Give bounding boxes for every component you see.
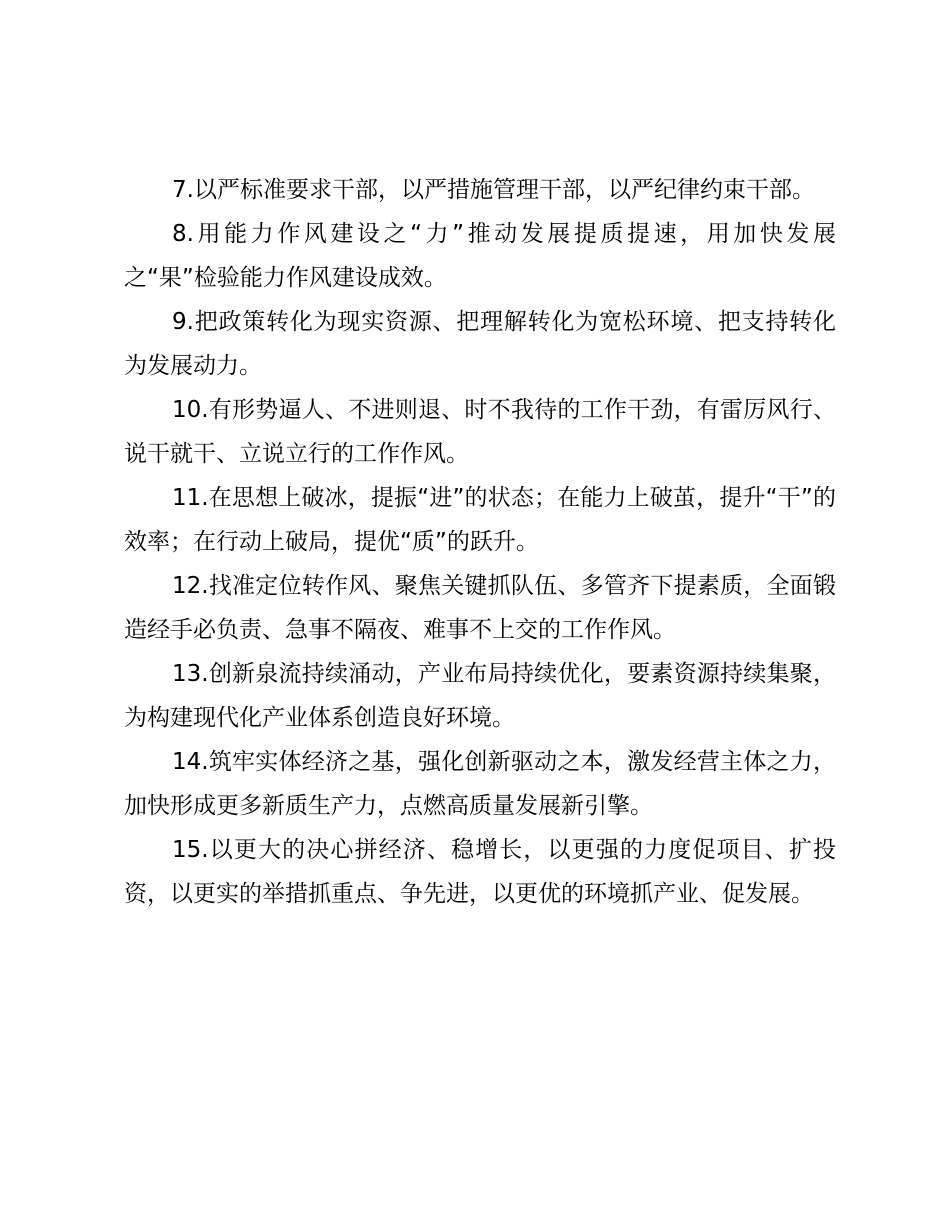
item-number: 8. [172,221,194,247]
list-item-13 [124,652,836,740]
item-number: 12. [172,573,209,599]
list-item-11 [124,476,836,564]
item-number: 13. [172,661,209,687]
list-item-8 [124,212,836,300]
item-number: 15. [172,837,209,863]
item-text: 创新泉流持续涌动，产业布局持续优化，要素资源持续集聚，为构建现代化产业体系创造良好环境。 [124,661,836,731]
item-text: 找准定位转作风、聚焦关键抓队伍、多管齐下提素质，全面锻造经手必负责、急事不隔夜、难事不上交的工作作风。 [124,573,836,643]
item-number: 14. [172,749,209,775]
item-text: 筑牢实体经济之基，强化创新驱动之本，激发经营主体之力，加快形成更多新质生产力，点燃高质量发展新引擎。 [124,749,836,819]
item-number: 9. [172,309,194,335]
document-body [124,168,836,916]
list-item-12 [124,564,836,652]
list-item-14 [124,740,836,828]
item-text: 以更大的决心拼经济、稳增长，以更强的力度促项目、扩投资，以更实的举措抓重点、争先进，以更优的环境抓产业、促发展。 [124,837,836,907]
item-text: 有形势逼人、不进则退、时不我待的工作干劲，有雷厉风行、说干就干、立说立行的工作作风。 [124,397,836,467]
item-text: 把政策转化为现实资源、把理解转化为宽松环境、把支持转化为发展动力。 [124,309,836,379]
item-number: 10. [172,397,209,423]
item-number: 7. [172,177,194,203]
list-item-7 [124,168,836,212]
item-text: 在思想上破冰，提振“进”的状态；在能力上破茧，提升“干”的效率；在行动上破局，提优“质”的跃升。 [124,485,836,555]
item-text: 用能力作风建设之“力”推动发展提质提速，用加快发展之“果”检验能力作风建设成效。 [124,221,836,291]
list-item-10 [124,388,836,476]
list-item-15 [124,828,836,916]
item-text: 以严标准要求干部，以严措施管理干部，以严纪律约束干部。 [193,177,815,203]
list-item-9 [124,300,836,388]
item-number: 11. [172,485,209,511]
